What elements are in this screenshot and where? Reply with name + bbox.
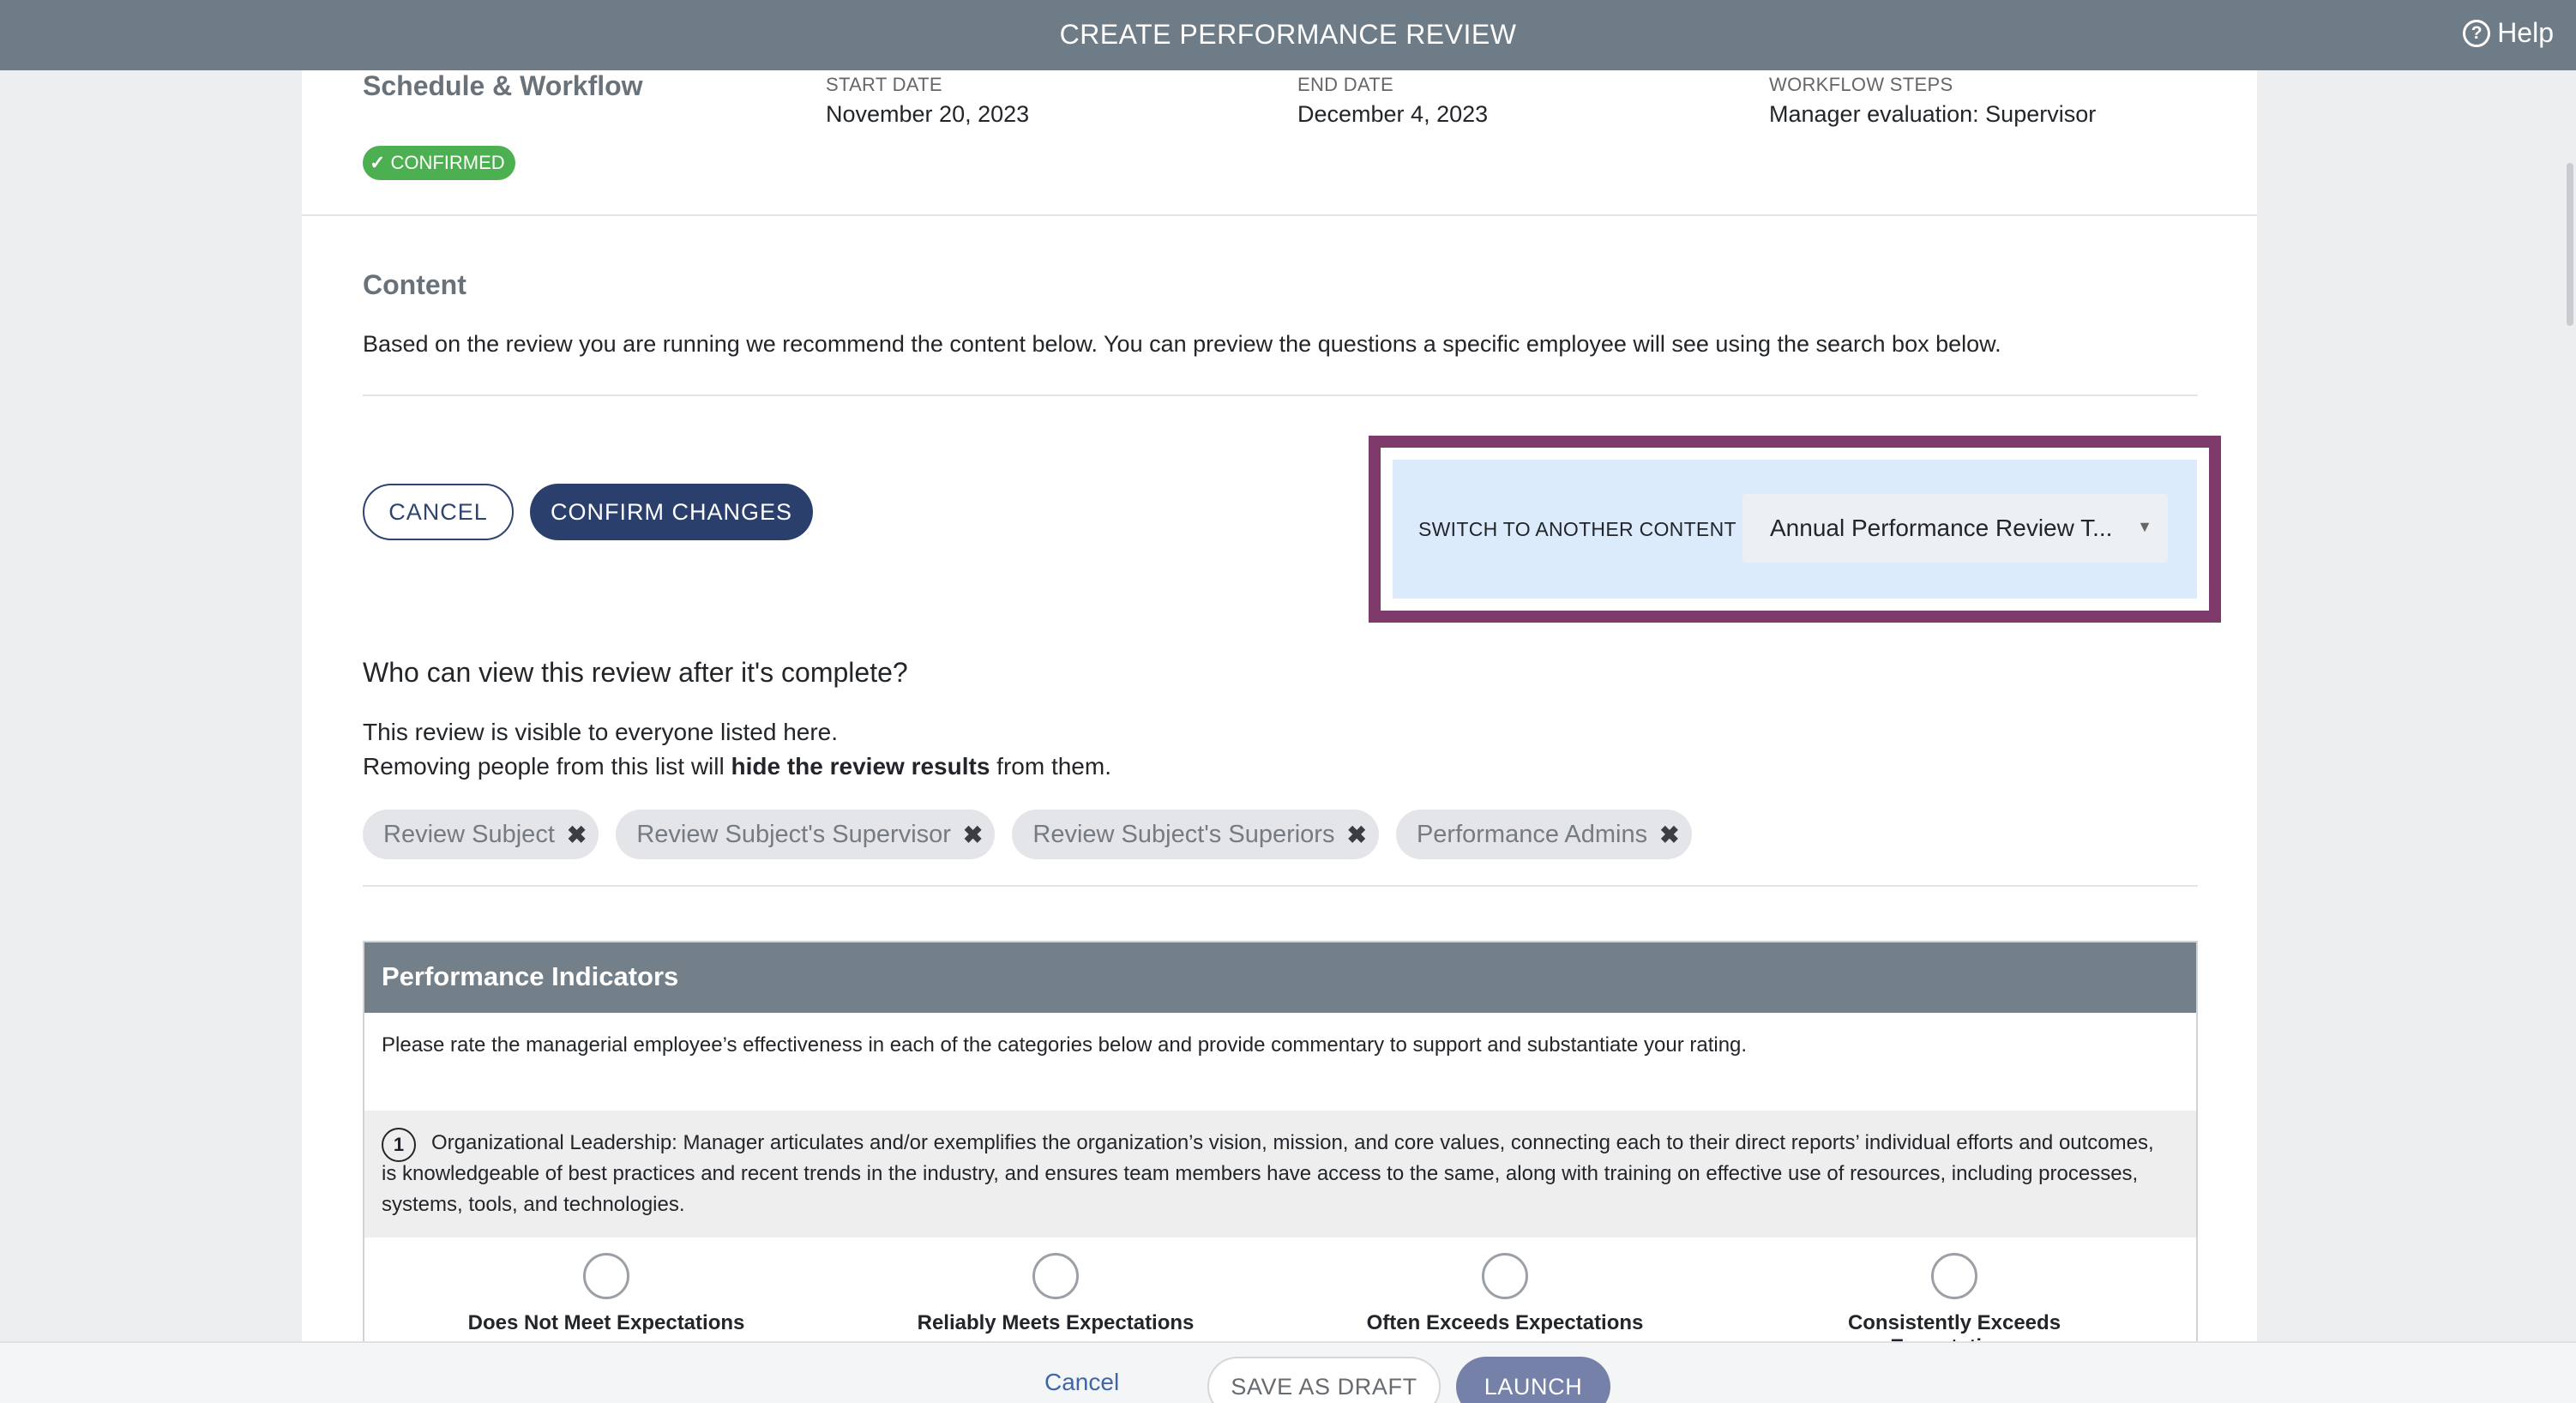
viewer-chip-label: Review Subject xyxy=(383,820,555,848)
viewer-chip xyxy=(1012,810,1379,859)
rating-option[interactable] xyxy=(435,1253,778,1335)
question-text: Organizational Leadership: Manager articulates and/or exemplifies the organization’s vision, mission, and core values, connecting each to their direct reports’ individual efforts and outcomes, is knowledgeable of best practices and recent trends in the industry, and ensures team members have access to the same, along with training on effective use of resources, including processes, systems, tools, and technologies. xyxy=(382,1131,2154,1216)
help-label: Help xyxy=(2497,17,2554,48)
footer-cancel-link[interactable]: Cancel xyxy=(1044,1369,1120,1395)
remove-icon[interactable]: ✖ xyxy=(962,821,984,848)
viewer-chip-label: Performance Admins xyxy=(1416,820,1648,848)
top-bar xyxy=(0,0,2576,70)
status-badge xyxy=(363,146,515,180)
radio-button[interactable] xyxy=(1032,1253,1079,1299)
switch-content-area xyxy=(1393,460,2197,599)
schedule-section-title: Schedule & Workflow xyxy=(363,70,643,101)
content-select-value: Annual Performance Review T... xyxy=(1770,515,2113,541)
visibility-title: Who can view this review after it's complete? xyxy=(363,657,908,688)
performance-indicators-title: Performance Indicators xyxy=(382,961,679,991)
start-date-value: November 20, 2023 xyxy=(826,101,1030,127)
question-number-badge: 1 xyxy=(382,1128,416,1162)
content-section-title: Content xyxy=(363,269,466,300)
switch-content-label: SWITCH TO ANOTHER CONTENT xyxy=(1418,518,1736,540)
question-circle-icon: ? xyxy=(2463,20,2490,47)
footer-bar xyxy=(0,1341,2576,1403)
visibility-line-2-suffix: from them. xyxy=(990,753,1111,780)
viewer-chip xyxy=(1396,810,1692,859)
visibility-divider xyxy=(363,885,2198,887)
performance-indicators-description: Please rate the managerial employee’s effectiveness in each of the categories below and provide commentary to support and substantiate your rating. xyxy=(382,1033,1748,1057)
visibility-line-2-prefix: Removing people from this list will xyxy=(363,753,731,780)
launch-button[interactable]: LAUNCH xyxy=(1456,1357,1610,1403)
viewer-chip xyxy=(616,810,995,859)
remove-icon[interactable]: ✖ xyxy=(1346,821,1367,848)
page-scrollbar[interactable] xyxy=(2564,70,2576,1341)
viewer-chip xyxy=(363,810,599,859)
section-divider xyxy=(302,214,2257,216)
viewer-chip-list xyxy=(363,810,1709,859)
cancel-button[interactable]: CANCEL xyxy=(363,484,514,540)
switch-content-highlight xyxy=(1369,436,2221,623)
radio-button[interactable] xyxy=(1931,1253,1977,1299)
help-link[interactable] xyxy=(2463,17,2554,49)
visibility-line-1: This review is visible to everyone listed here. xyxy=(363,719,839,745)
start-date-label: START DATE xyxy=(826,74,942,95)
rating-label: Reliably Meets Expectations xyxy=(917,1311,1195,1334)
content-divider xyxy=(363,394,2198,396)
save-as-draft-button[interactable]: SAVE AS DRAFT xyxy=(1207,1357,1441,1403)
performance-indicators-card xyxy=(363,941,2198,1352)
visibility-line-2 xyxy=(363,753,1111,780)
chevron-down-icon: ▼ xyxy=(2137,518,2152,535)
rating-label: Does Not Meet Expectations xyxy=(467,1311,745,1334)
viewer-chip-label: Review Subject's Supervisor xyxy=(636,820,951,848)
rating-option[interactable] xyxy=(884,1253,1227,1335)
viewer-chip-label: Review Subject's Superiors xyxy=(1032,820,1335,848)
performance-indicators-header xyxy=(364,942,2196,1013)
end-date-label: END DATE xyxy=(1297,74,1394,95)
workflow-steps-label: WORKFLOW STEPS xyxy=(1769,74,1953,95)
page-title: CREATE PERFORMANCE REVIEW xyxy=(1059,19,1517,50)
scrollbar-thumb[interactable] xyxy=(2567,163,2573,326)
remove-icon[interactable]: ✖ xyxy=(1659,821,1680,848)
rating-option[interactable] xyxy=(1333,1253,1676,1335)
main-panel xyxy=(302,70,2257,1341)
status-badge-label: CONFIRMED xyxy=(390,152,505,173)
content-description: Based on the review you are running we recommend the content below. You can preview the questions a specific employee will see using the search box below. xyxy=(363,331,2001,357)
confirm-changes-button[interactable]: CONFIRM CHANGES xyxy=(530,484,813,540)
radio-button[interactable] xyxy=(1482,1253,1528,1299)
workflow-steps-value: Manager evaluation: Supervisor xyxy=(1769,101,2097,127)
radio-button[interactable] xyxy=(583,1253,629,1299)
end-date-value: December 4, 2023 xyxy=(1297,101,1489,127)
content-select[interactable] xyxy=(1742,494,2168,563)
question-block xyxy=(364,1111,2196,1237)
visibility-line-2-bold: hide the review results xyxy=(731,753,990,780)
rating-label: Consistently Exceeds xyxy=(1847,1311,2061,1334)
remove-icon[interactable]: ✖ xyxy=(566,821,587,848)
checkmark-icon: ✓ xyxy=(370,152,386,173)
rating-label: Often Exceeds Expectations xyxy=(1366,1311,1644,1334)
